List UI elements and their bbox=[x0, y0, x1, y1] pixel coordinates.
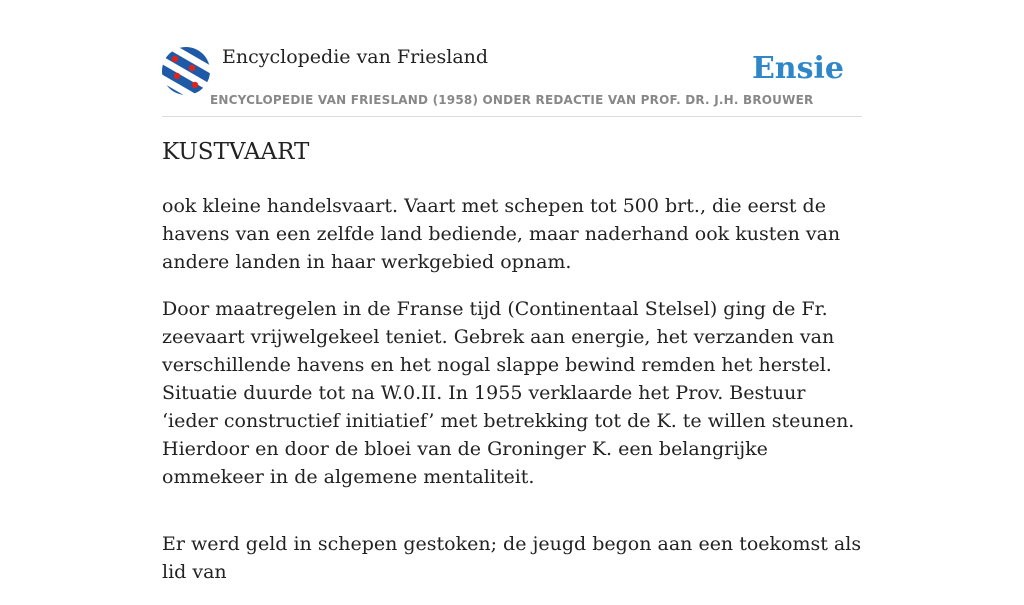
site-header bbox=[162, 44, 862, 117]
frisian-flag-icon[interactable] bbox=[162, 47, 210, 95]
ensie-logo[interactable]: Ensie bbox=[751, 51, 844, 86]
article-body bbox=[162, 192, 862, 605]
article-paragraph: Door maatregelen in de Franse tijd (Continentaal Stelsel) ging de Fr. zeevaart vrijwelgekeel teniet. Gebrek aan energie, het verzanden van verschillende havens en het nogal slappe bewind remden het herstel. Situatie duurde tot na W.0.II. In 1955 verklaarde het Prov. Bestuur ‘ieder constructief initiatief’ met betrekking tot de K. te willen steunen. Hierdoor en door de bloei van de Groninger K. een belangrijke ommekeer in de algemene mentaliteit. bbox=[162, 298, 855, 488]
article-title: KUSTVAART bbox=[162, 139, 310, 165]
site-title[interactable]: Encyclopedie van Friesland bbox=[222, 46, 489, 68]
site-subtitle: ENCYCLOPEDIE VAN FRIESLAND (1958) ONDER REDACTIE VAN PROF. DR. J.H. BROUWER bbox=[210, 93, 814, 107]
article-paragraph: ook kleine handelsvaart. Vaart met schepen tot 500 brt., die eerst de havens van een zelfde land bediende, maar naderhand ook kusten van andere landen in haar werkgebied opnam. bbox=[162, 195, 841, 273]
article-paragraph: Er werd geld in schepen gestoken; de jeugd begon aan een toekomst als lid van bbox=[162, 533, 862, 583]
